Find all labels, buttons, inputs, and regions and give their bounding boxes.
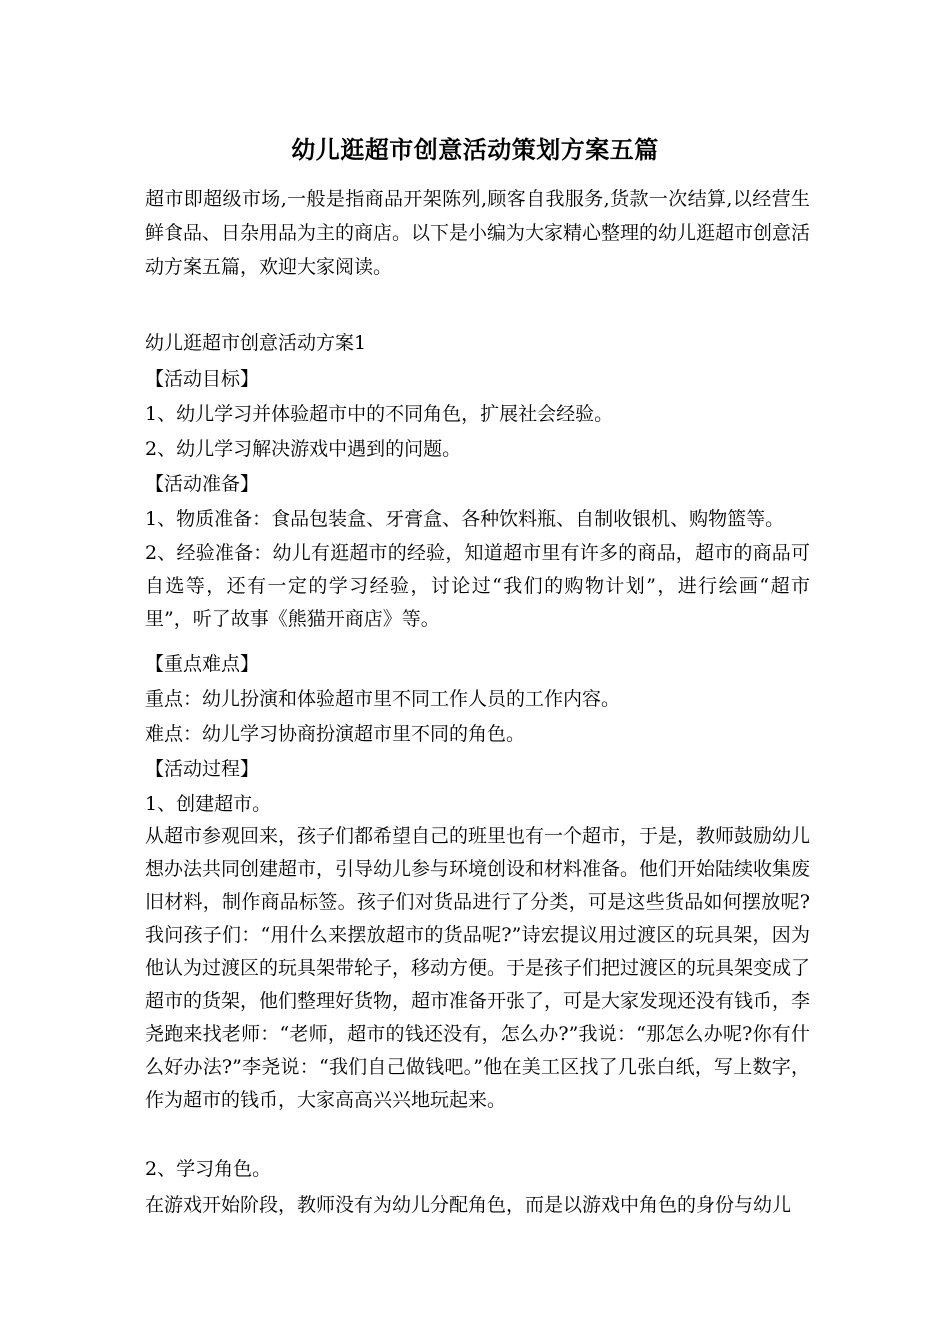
step-2-title: 2、学习角色。 (145, 1158, 272, 1180)
difficulty-point: 难点：幼儿学习协商扮演超市里不同的角色。 (145, 723, 526, 745)
process-heading: 【活动过程】 (145, 758, 260, 780)
prep-heading: 【活动准备】 (145, 473, 260, 495)
prep-item-1: 1、物质准备：食品包装盒、牙膏盒、各种饮料瓶、自制收银机、购物篮等。 (145, 508, 785, 530)
intro-paragraph: 超市即超级市场,一般是指商品开架陈列,顾客自我服务,货款一次结算,以经营生鲜食品、日杂用品为主的商店。以下是小编为大家精心整理的幼儿逛超市创意活动方案五篇，欢迎大家阅读。 (145, 188, 811, 278)
step-1-title: 1、创建超市。 (145, 793, 272, 815)
goal-item-2: 2、幼儿学习解决游戏中遇到的问题。 (145, 438, 462, 460)
key-heading: 【重点难点】 (145, 653, 260, 675)
goal-item-1: 1、幼儿学习并体验超市中的不同角色，扩展社会经验。 (145, 403, 614, 425)
goal-heading: 【活动目标】 (145, 368, 260, 390)
step-2-paragraph: 在游戏开始阶段，教师没有为幼儿分配角色，而是以游戏中角色的身份与幼儿 (145, 1194, 792, 1216)
step-1-paragraph: 从超市参观回来，孩子们都希望自己的班里也有一个超市，于是，教师鼓励幼儿想办法共同创建超市，引导幼儿参与环境创设和材料准备。他们开始陆续收集废旧材料，制作商品标签。孩子们对货品进行了分类，可是这些货品如何摆放呢?我问孩子们：“用什么来摆放超市的货品呢?”诗宏提议用过渡区的玩具架，因为他认为过渡区的玩具架带轮子，移动方便。于是孩子们把过渡区的玩具架变成了超市的货架，他们整理好货物，超市准备开张了，可是大家发现还没有钱币，李尧跑来找老师：“老师，超市的钱还没有，怎么办?”我说：“那怎么办呢?你有什么好办法?”李尧说：“我们自己做钱吧。”他在美工区找了几张白纸，写上数字，作为超市的钱币，大家高高兴兴地玩起来。 (145, 825, 811, 1111)
key-point: 重点：幼儿扮演和体验超市里不同工作人员的工作内容。 (145, 688, 621, 710)
document-title: 幼儿逛超市创意活动策划方案五篇 (291, 135, 659, 164)
section-title: 幼儿逛超市创意活动方案1 (145, 332, 367, 354)
prep-item-2: 2、经验准备：幼儿有逛超市的经验，知道超市里有许多的商品，超市的商品可自选等，还有一定的学习经验，讨论过“我们的购物计划”，进行绘画“超市里”，听了故事《熊猫开商店》等。 (145, 542, 810, 630)
